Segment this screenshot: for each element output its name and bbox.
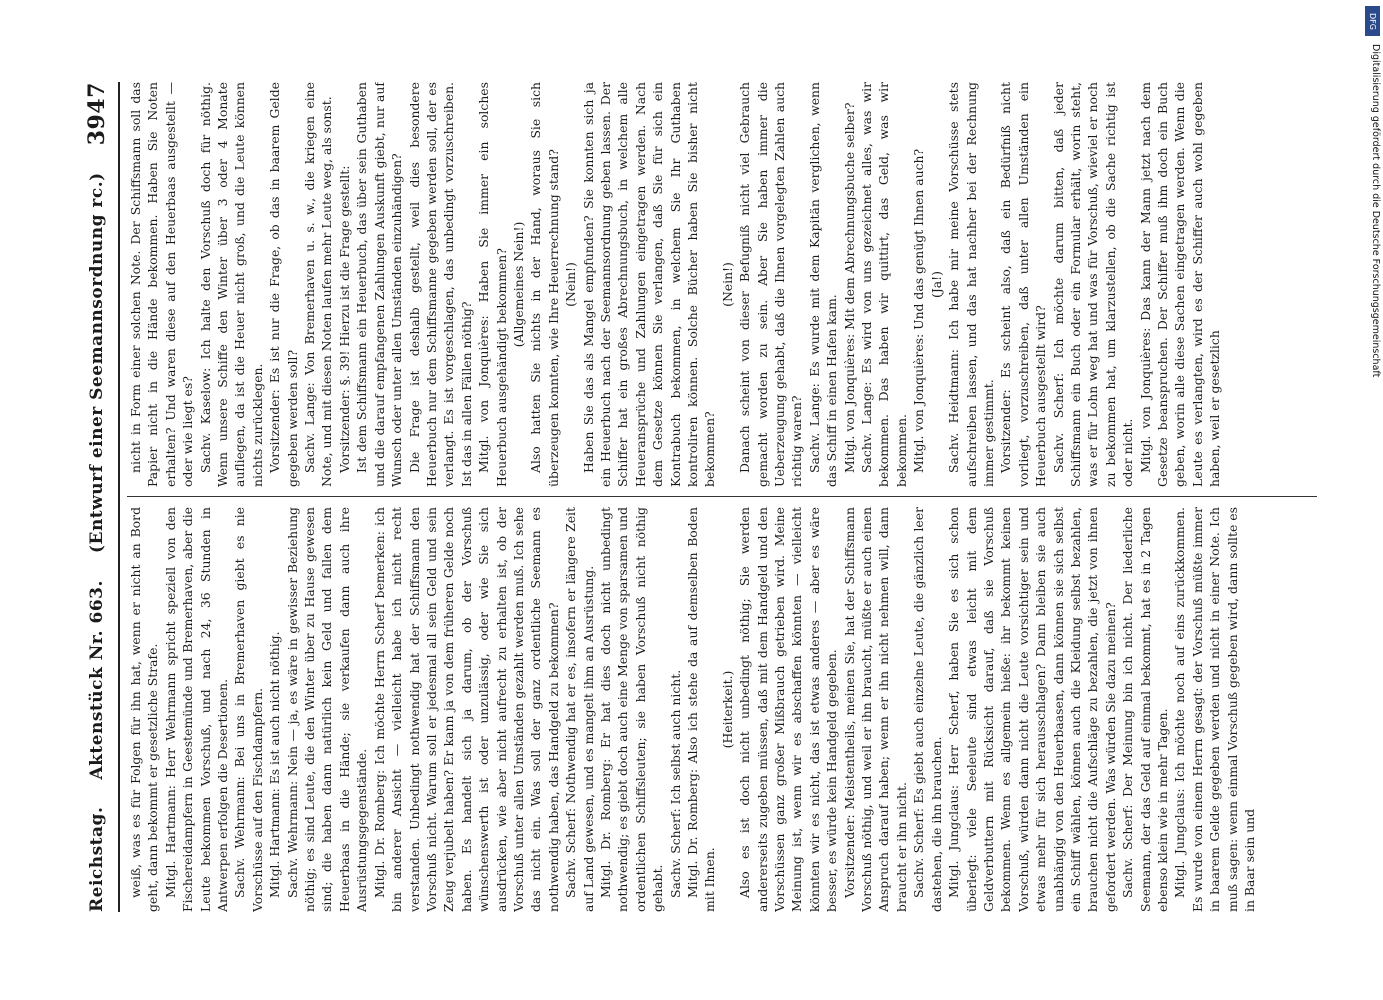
- paragraph: Mitgl. von Jonquières: Mit dem Abrechnungsbuche selber?: [841, 102, 857, 473]
- paragraph: Sachv. Scherf: Es giebt auch einzelne Leute, die gänzlich leer dastehen, die ihn brauchen.: [911, 507, 944, 912]
- paragraph: Sachv. Scherf: Nothwendig hat er es, insofern er längere Zeit auf Land gewesen, und es mangelt ihm an Ausrüstung.: [563, 507, 596, 912]
- paragraph: (Nein!): [719, 262, 735, 307]
- paragraph: (Heiterkeit.): [719, 670, 735, 749]
- paragraph: Mitgl. Dr. Romberg: Ich möchte Herrn Scherf bemerken: ich bin anderer Ansicht — vielleicht habe ich nicht recht verstanden. Unbedingt nothwendig hat der Schiffsmann den Vorschuß nicht. Warum soll er jedesmal all sein Geld und sein Zeug verjubelt haben? Er kann ja von dem früheren Gelde noch haben. Es handelt sich ja darum, ob der Vorschuß wünschenswerth ist oder unzulässig, oder wie Sie sich ausdrücken, wie aber nicht aufrecht zu erhalten ist, ob der Vorschuß unter allen Umständen gezahlt werden muß. Ich sehe das nicht ein. Was soll der ganz ordentliche Seemann es nothwendig haben, das Handgeld zu bekommen?: [371, 507, 561, 912]
- paragraph: Vorsitzender: Es ist nur die Frage, ob das in baarem Gelde gegeben werden soll?: [267, 82, 300, 487]
- paragraph: Sachv. Scherf: Ich selbst auch nicht.: [667, 669, 683, 898]
- dfg-logo: DFG: [1365, 6, 1380, 36]
- paragraph: Mitgl. Hartmann: Herr Wehrmann spricht speziell von den Fischereidampfern in Geestemünde und Bremerhaven, aber die Leute bekommen Vorschuß, und nach 24, 36 Stunden in Antwerpen erfolgen die Desertionen.: [162, 507, 231, 912]
- paragraph: Mitgl. Hartmann: Es ist auch nicht nöthig.: [267, 631, 283, 898]
- paragraph: (Nein!): [563, 262, 579, 307]
- paragraph: Mitgl. von Jonquières: Haben Sie immer ein solches Heuerbuch ausgehändigt bekommen?: [476, 82, 509, 487]
- paragraph: weiß, was es für Folgen für ihn hat, wenn er nicht an Bord geht, dann bekommt er gesetzliche Strafe.: [128, 507, 161, 912]
- paragraph: Die Frage ist deshalb gestellt, weil dies besondere Heuerbuch nur dem Schiffsmanne gegeben werden soll, der es verlangt. Es ist vorgeschlagen, das unbedingt vorzuschreiben. Ist das in allen Fällen nöthig?: [406, 82, 474, 487]
- paragraph: Haben Sie das als Mangel empfunden? Sie konnten sich ja ein Heuerbuch nach der Seemannsordnung geben lassen. Der Schiffer hat ein großes Abrechnungsbuch, in welchem alle Heueransprüche und Zahlungen eingetragen werden. Nach dem Gesetze können Sie verlangen, daß Sie für sich ein Kontrabuch bekommen, in welchem Sie Ihr Guthaben kontroliren können. Solche Bücher haben Sie bisher nicht bekommen?: [580, 82, 718, 487]
- right-column: [127, 82, 1317, 487]
- paragraph: Sachv. Lange: Von Bremerhaven u. s. w., die kriegen eine Note, und mit diesen Noten laufen mehr Leute weg, als sonst.: [302, 82, 335, 487]
- paragraph: Sachv. Scherf: Ich möchte darum bitten, daß jeder Schiffsmann ein Buch oder ein Formular erhält, worin steht, was er für Lohn weg hat und was für Vorschuß, wieviel er noch zu bekommen hat, um klarzustellen, ob die Sache richtig ist oder nicht.: [1050, 82, 1136, 487]
- header-rule: [118, 82, 120, 912]
- paragraph: Mitgl. Dr. Romberg: Er hat dies doch nicht unbedingt nothwendig; es giebt doch auch eine Menge von sparsamen und ordentlichen Schiffsleuten; sie haben Vorschuß nicht nöthig gehabt.: [597, 507, 666, 912]
- paragraph: (Allgemeines Nein!): [510, 221, 526, 348]
- paragraph: Vorsitzender: §. 39! Hierzu ist die Frage gestellt:: [336, 165, 352, 473]
- running-head: [80, 82, 114, 912]
- header-subtitle: (Entwurf einer Seemannsordnung rc.): [87, 172, 107, 554]
- left-column: [127, 507, 1317, 912]
- paragraph: Vorsitzender: Es scheint also, daß ein Bedürfniß nicht vorliegt, vorzuschreiben, daß unter allen Umständen ein Heuerbuch ausgestellt wird?: [998, 82, 1049, 487]
- paragraph: Mitgl. Jungclaus: Ich möchte noch auf eins zurückkommen. Es wurde von einem Herrn gesagt: der Vorschuß müßte immer in baarem Gelde gegeben werden und nicht in einer Note. Ich muß sagen: wenn einmal Vorschuß gegeben wird, dann sollte es in Baar sein und: [1172, 507, 1257, 912]
- paragraph: Mitgl. Jungclaus: Herr Scherf, haben Sie es sich schon überlegt: viele Seeleute sind etwas leicht mit dem Geldverbuttern mit Rücksicht darauf, daß sie Vorschuß bekommen. Wenn es allgemein hieße: ihr bekommt keinen Vorschuß, würden dann nicht die Leute vorsichtiger sein und etwas mehr für sich herausschlagen? Dann bleiben sie auch unabhängig von den Heuerbaasen, dann können sie sich selbst ein Schiff wählen, können auch die Kleidung selbst bezahlen, brauchen nicht die Aufschläge zu bezahlen, die jetzt von ihnen gefordert werden. Was würden Sie dazu meinen?: [946, 507, 1118, 912]
- dfg-credit: Digitalisierung gefördert durch die Deutsche Forschungsgemeinschaft: [1370, 44, 1381, 378]
- paragraph: Mitgl. von Jonquières: Und das genügt Ihnen auch?: [911, 148, 927, 473]
- paragraph: Also es ist doch nicht unbedingt nöthig; Sie werden andererseits zugeben müssen, daß mit dem Handgeld und den Vorschüssen ganz großer Mißbrauch getrieben wird. Meine Meinung ist, wenn wir es abschaffen könnten — vielleicht könnten wir es nicht, das ist etwas anderes — aber es wäre besser, es würde kein Handgeld gegeben.: [737, 507, 840, 912]
- paragraph: Danach scheint von dieser Befugniß nicht viel Gebrauch gemacht worden zu sein. Aber Sie haben immer die Ueberzeugung gehabt, daß die Ihnen vorgelegten Zahlen auch richtig waren?: [737, 82, 805, 487]
- paragraph: (Ja!): [928, 271, 944, 299]
- document-page: [72, 62, 1327, 932]
- page-number: 3947: [84, 82, 110, 146]
- paragraph: Sachv. Lange: Es wird von uns gezeichnet alles, was wir bekommen. Das haben wir quittirt, das Geld, was wir bekommen.: [859, 82, 909, 487]
- paragraph: Mitgl. Dr. Romberg: Also ich stehe da auf demselben Boden mit Ihnen.: [685, 507, 718, 912]
- paragraph: Ist dem Schiffsmann ein Heuerbuch, das über sein Guthaben und die darauf empfangenen Zahlungen Auskunft giebt, nur auf Wunsch oder unter allen Umständen einzuhändigen?: [354, 82, 405, 487]
- paragraph: Sachv. Lange: Es wurde mit dem Kapitän verglichen, wenn das Schiff in einen Hafen kam.: [806, 82, 840, 487]
- paragraph: Sachv. Kaselow: Ich halte den Vorschuß doch für nöthig. Wenn unsere Schiffe den Winter über 3 oder 4 Monate aufliegen, da ist die Heuer nicht groß, und die Leute können nichts zurücklegen.: [197, 82, 265, 487]
- paragraph: Vorsitzender: Meistentheils, meinen Sie, hat der Schiffsmann Vorschuß nöthig, und weil er ihn braucht, müßte er auch einen Anspruch darauf haben; wenn er ihn nicht nehmen will, dann braucht er ihn nicht.: [841, 507, 909, 912]
- header-title: Aktenstück Nr. 663.: [87, 580, 107, 780]
- paragraph: Sachv. Wehrmann: Bei uns in Bremerhaven giebt es nie Vorschüsse auf den Fischdampfern.: [232, 507, 265, 912]
- paragraph: Sachv. Wehrmann: Nein — ja, es wäre in gewisser Beziehung nöthig; es sind Leute, die den Winter über zu Hause gewesen sind; die haben dann natürlich kein Geld und fallen dem Heuerbaas in die Hände; sie verkaufen dann auch ihre Ausrüstungsgegenstände.: [284, 507, 370, 912]
- paragraph: nicht in Form einer solchen Note. Der Schiffsmann soll das Papier nicht in die Hände bekommen. Haben Sie Noten erhalten? Und waren diese auf den Heuerbaas ausgestellt — oder wie liegt es?: [128, 82, 196, 487]
- header-left: Reichstag.: [87, 806, 107, 912]
- paragraph: Sachv. Scherf: Der Meinung bin ich nicht. Der liederliche Seemann, der das Geld auf einmal bekommt, hat es in 2 Tagen ebenso klein wie in mehr Tagen.: [1120, 507, 1170, 912]
- paragraph: Also hatten Sie nichts in der Hand, woraus Sie sich überzeugen konnten, wie Ihre Heuerrechnung stand?: [528, 82, 561, 487]
- paragraph: Mitgl. von Jonquières: Das kann der Mann jetzt nach dem Gesetze beanspruchen. Der Schiffer muß ihm doch ein Buch geben, worin alle diese Sachen eingetragen werden. Wenn die Leute es verlangten, wird es der Schiffer auch wohl gegeben haben, weil er gesetzlich: [1137, 82, 1223, 487]
- column-divider: [127, 496, 1317, 497]
- paragraph: Sachv. Heidtmann: Ich habe mir meine Vorschüsse stets aufschreiben lassen, und das hat nachher bei der Rechnung immer gestimmt.: [946, 82, 996, 487]
